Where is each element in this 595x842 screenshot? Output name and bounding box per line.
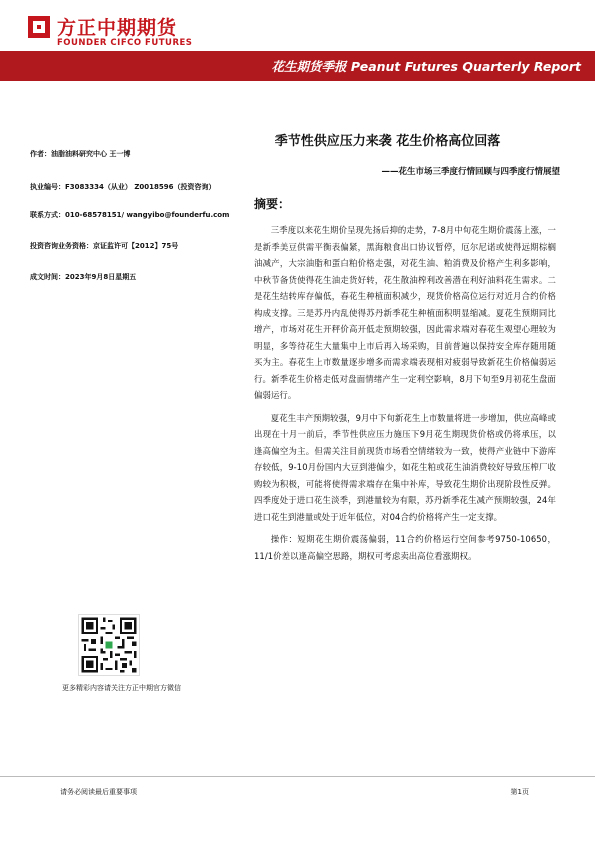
footer-disclaimer-link: 请务必阅读最后重要事项	[60, 788, 137, 796]
author-info: 作者：油脂油料研究中心 王一博	[30, 150, 131, 158]
summary-heading: 摘要：	[254, 197, 291, 211]
summary-paragraph: 三季度以来花生期价呈现先扬后抑的走势，7-8月中旬花生期价震荡上涨，一是新季美豆供需平衡表偏紧，黑海粮食出口协议暂停，厄尔尼诺或使得远期棕榈油减产，大宗油脂和蛋白粕价格走强，对花生油、粕消费及价格产生利多影响，中秋节备货使得花生油走货好转，花生散油榨利改善潜在利好油料花生需求。二是花生结转库存偏低，春花生种植面积减少，现货价格高位运行对近月合约价格构成支撑。三是苏丹内乱使得苏丹新季花生种植面积明显缩减。夏花生预期同比增产，市场对花生开秤价高开低走预期较强，因此需求端对春花生观望心理较为明显，多等待花生大量集中上市后再入场采购，目前普遍以保持安全库存随用随买为主。春花生上市数量逐步增多而需求端表现相对疲弱导致新花生价格偏弱运行。新季花生价格走低对盘面情绪产生一定利空影响，8月下旬至9月初花生盘面偏弱运行。	[254, 225, 556, 400]
page-number: 第1页	[510, 788, 529, 796]
qr-caption: 更多精彩内容请关注方正中期官方微信	[62, 684, 181, 692]
contact-info: 联系方式：010-68578151/ wangyibo@founderfu.com	[30, 211, 230, 219]
qr-code-icon	[78, 614, 140, 676]
footer-divider	[0, 776, 595, 777]
summary-paragraph: 夏花生丰产预期较强，9月中下旬新花生上市数量将进一步增加，供应高峰或出现在十月一前后，季节性供应压力施压下9月花生期现货价格或仍将承压，以逢高偏空为主。但需关注目前现货市场看空情绪较为一致，使得产业链中下游库存较低，9-10月份国内大豆到港偏少，如花生粕或花生油消费较好导致压榨厂收购较为积极，可能将使得需求端存在集中补库，导致花生期价出现阶段性反弹。四季度处于进口花生淡季，到港量较为有限，苏丹新季花生减产预期较强，24年进口花生到港量或处于近年低位，对04合约价格将产生一定支撑。	[254, 412, 556, 522]
page-title: 季节性供应压力来袭 花生价格高位回落	[274, 134, 501, 149]
license-info: 执业编号：F3083334（从业） Z0018596（投资咨询）	[30, 183, 216, 191]
logo-text-cn: 方正中期期货	[57, 17, 178, 39]
logo-text-en: FOUNDER CIFCO FUTURES	[57, 38, 193, 48]
qualification-info: 投资咨询业务资格：京证监许可【2012】75号	[30, 242, 179, 250]
date-info: 成文时间：2023年9月8日星期五	[30, 273, 137, 281]
report-title: 花生期货季报 Peanut Futures Quarterly Report	[271, 59, 581, 74]
logo-mark-icon	[28, 16, 50, 38]
summary-body	[254, 222, 556, 570]
summary-paragraph: 操作：短期花生期价震荡偏弱，11合约价格运行空间参考9750-10650，11/1价差以逢高偏空思路，期权可考虑卖出高位看涨期权。	[254, 534, 556, 561]
page-subtitle: ——花生市场三季度行情回顾与四季度行情展望	[381, 167, 560, 177]
